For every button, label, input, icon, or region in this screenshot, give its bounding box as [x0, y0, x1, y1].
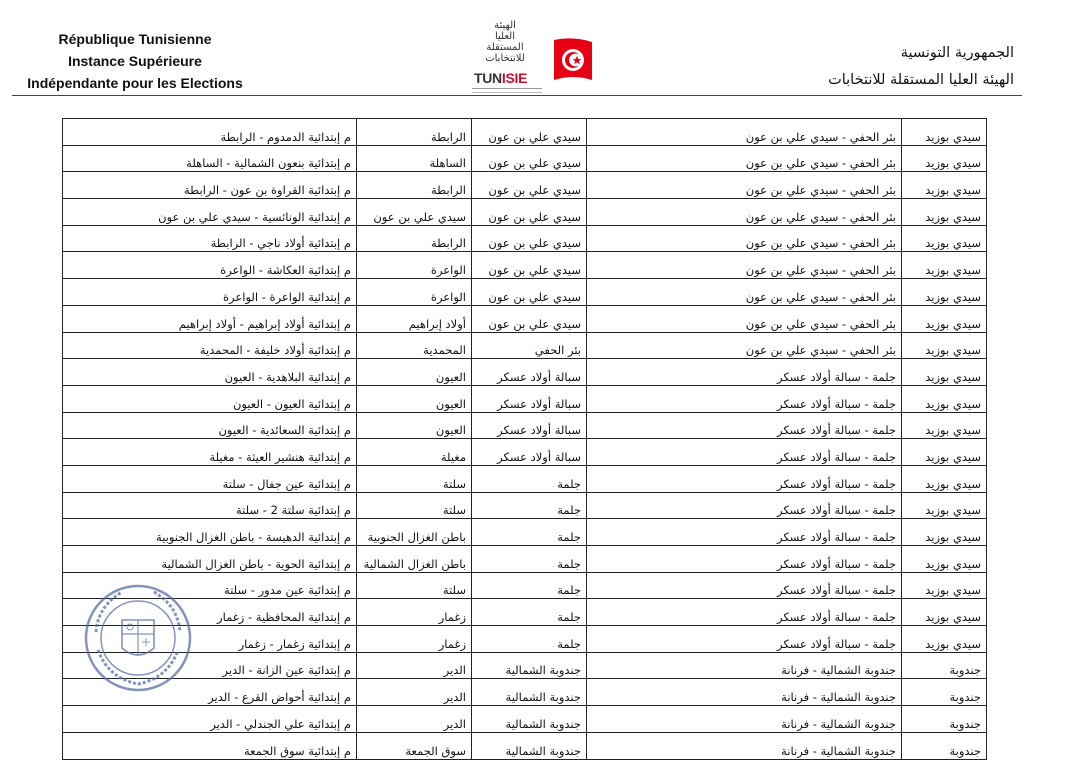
cell-sector: الرابطة	[357, 225, 472, 252]
cell-sector: المحمدية	[357, 332, 472, 359]
cell-constituency: بئر الحفي - سيدي علي بن عون	[587, 119, 902, 146]
cell-constituency: جندوبة الشمالية - فرنانة	[587, 679, 902, 706]
cell-constituency: جلمة - سبالة أولاد عسكر	[587, 385, 902, 412]
cell-sector: باطن الغزال الجنوبية	[357, 519, 472, 546]
cell-delegation: جلمة	[472, 519, 587, 546]
logo-arabic-text	[470, 20, 540, 64]
cell-delegation: سيدي علي بن عون	[472, 252, 587, 279]
cell-constituency: بئر الحفي - سيدي علي بن عون	[587, 145, 902, 172]
cell-governorate: سيدي بوزيد	[902, 252, 987, 279]
cell-governorate: سيدي بوزيد	[902, 465, 987, 492]
cell-governorate: سيدي بوزيد	[902, 626, 987, 653]
cell-sector: سوق الجمعة	[357, 732, 472, 759]
cell-constituency: جلمة - سبالة أولاد عسكر	[587, 492, 902, 519]
table-row	[63, 412, 987, 439]
cell-polling-station: م إبتدائية السعائدية - العيون	[63, 412, 357, 439]
cell-governorate: سيدي بوزيد	[902, 172, 987, 199]
cell-polling-station: م إبتدائية البلاهدية - العيون	[63, 359, 357, 386]
cell-delegation: سيدي علي بن عون	[472, 225, 587, 252]
french-header-line-3: Indépendante pour les Elections	[27, 75, 243, 91]
table-row	[63, 305, 987, 332]
arabic-header-line-1: الجمهورية التونسية	[900, 45, 1014, 61]
isie-logo	[468, 20, 598, 100]
cell-polling-station: م إبتدائية أولاد خليفة - المحمدية	[63, 332, 357, 359]
cell-governorate: جندوبة	[902, 652, 987, 679]
logo-brand-tun: TUN	[474, 70, 502, 86]
cell-polling-station: م إبتدائية عين الزانة - الدير	[63, 652, 357, 679]
official-stamp-icon	[82, 582, 194, 694]
cell-sector: الدير	[357, 652, 472, 679]
table-row	[63, 679, 987, 706]
cell-delegation: سبالة أولاد عسكر	[472, 439, 587, 466]
cell-polling-station: م إبتدائية الونائسية - سيدي علي بن عون	[63, 199, 357, 226]
cell-sector: الواعرة	[357, 279, 472, 306]
cell-governorate: سيدي بوزيد	[902, 145, 987, 172]
cell-polling-station: م إبتدائية علي الجندلي - الدير	[63, 706, 357, 733]
cell-polling-station: م إبتدائية عين مدور - سلتة	[63, 572, 357, 599]
cell-sector: الدير	[357, 706, 472, 733]
cell-polling-station: م إبتدائية أحواض القرع - الدير	[63, 679, 357, 706]
cell-governorate: سيدي بوزيد	[902, 225, 987, 252]
cell-delegation: جلمة	[472, 465, 587, 492]
cell-governorate: سيدي بوزيد	[902, 199, 987, 226]
table-row	[63, 145, 987, 172]
cell-polling-station: م إبتدائية سوق الجمعة	[63, 732, 357, 759]
table-row	[63, 492, 987, 519]
table-row	[63, 225, 987, 252]
cell-constituency: جلمة - سبالة أولاد عسكر	[587, 519, 902, 546]
cell-sector: سلتة	[357, 572, 472, 599]
table-row	[63, 439, 987, 466]
cell-governorate: سيدي بوزيد	[902, 519, 987, 546]
cell-polling-station: م إبتدائية المحافظية - زغمار	[63, 599, 357, 626]
cell-polling-station: م إبتدائية القراوة بن عون - الرابطة	[63, 172, 357, 199]
cell-sector: زغمار	[357, 626, 472, 653]
cell-governorate: جندوبة	[902, 732, 987, 759]
cell-sector: سيدي علي بن عون	[357, 199, 472, 226]
cell-delegation: جلمة	[472, 546, 587, 573]
cell-sector: باطن الغزال الشمالية	[357, 546, 472, 573]
cell-constituency: بئر الحفي - سيدي علي بن عون	[587, 305, 902, 332]
cell-constituency: جندوبة الشمالية - فرنانة	[587, 732, 902, 759]
cell-governorate: سيدي بوزيد	[902, 332, 987, 359]
table-row	[63, 706, 987, 733]
cell-constituency: جندوبة الشمالية - فرنانة	[587, 706, 902, 733]
polling-stations-table	[62, 118, 987, 760]
cell-constituency: بئر الحفي - سيدي علي بن عون	[587, 199, 902, 226]
cell-delegation: جلمة	[472, 599, 587, 626]
cell-governorate: سيدي بوزيد	[902, 599, 987, 626]
cell-sector: العيون	[357, 385, 472, 412]
cell-delegation: سبالة أولاد عسكر	[472, 359, 587, 386]
cell-sector: مغيلة	[357, 439, 472, 466]
cell-sector: الساهلة	[357, 145, 472, 172]
cell-delegation: جندوبة الشمالية	[472, 732, 587, 759]
cell-polling-station: م إبتدائية العكاشة - الواعرة	[63, 252, 357, 279]
cell-constituency: جلمة - سبالة أولاد عسكر	[587, 439, 902, 466]
cell-delegation: سيدي علي بن عون	[472, 279, 587, 306]
logo-brand	[474, 70, 527, 86]
cell-constituency: جلمة - سبالة أولاد عسكر	[587, 546, 902, 573]
cell-constituency: بئر الحفي - سيدي علي بن عون	[587, 252, 902, 279]
cell-polling-station: م إبتدائية الدهيسة - باطن الغزال الجنوبية	[63, 519, 357, 546]
cell-polling-station: م إبتدائية زغمار - زغمار	[63, 626, 357, 653]
header-divider	[12, 95, 1022, 96]
table-row	[63, 279, 987, 306]
cell-delegation: سبالة أولاد عسكر	[472, 385, 587, 412]
cell-constituency: بئر الحفي - سيدي علي بن عون	[587, 225, 902, 252]
cell-constituency: جلمة - سبالة أولاد عسكر	[587, 359, 902, 386]
cell-sector: العيون	[357, 412, 472, 439]
cell-sector: زغمار	[357, 599, 472, 626]
cell-constituency: بئر الحفي - سيدي علي بن عون	[587, 172, 902, 199]
cell-sector: الدير	[357, 679, 472, 706]
table-row	[63, 252, 987, 279]
cell-delegation: جندوبة الشمالية	[472, 652, 587, 679]
cell-delegation: سيدي علي بن عون	[472, 145, 587, 172]
cell-delegation: سيدي علي بن عون	[472, 199, 587, 226]
cell-sector: سلتة	[357, 465, 472, 492]
cell-delegation: جندوبة الشمالية	[472, 679, 587, 706]
cell-polling-station: م إبتدائية بنعون الشمالية - الساهلة	[63, 145, 357, 172]
cell-governorate: سيدي بوزيد	[902, 572, 987, 599]
cell-polling-station: م إبتدائية أولاد إبراهيم - أولاد إبراهيم	[63, 305, 357, 332]
table-row	[63, 465, 987, 492]
french-header-line-1: République Tunisienne	[58, 31, 212, 47]
table-row	[63, 332, 987, 359]
logo-arabic-line-3: المستقلة	[486, 42, 524, 53]
cell-delegation: جندوبة الشمالية	[472, 706, 587, 733]
cell-delegation: جلمة	[472, 492, 587, 519]
logo-brand-isie: ISIE	[501, 70, 528, 86]
cell-polling-station: م إبتدائية أولاد ناجي - الرابطة	[63, 225, 357, 252]
table-row	[63, 119, 987, 146]
cell-sector: الرابطة	[357, 119, 472, 146]
cell-constituency: جلمة - سبالة أولاد عسكر	[587, 626, 902, 653]
cell-delegation: بئر الحفي	[472, 332, 587, 359]
cell-delegation: جلمة	[472, 572, 587, 599]
table-row	[63, 599, 987, 626]
cell-polling-station: م إبتدائية العيون - العيون	[63, 385, 357, 412]
cell-polling-station: م إبتدائية الدمدوم - الرابطة	[63, 119, 357, 146]
cell-governorate: سيدي بوزيد	[902, 305, 987, 332]
cell-constituency: جلمة - سبالة أولاد عسكر	[587, 572, 902, 599]
logo-underline-2	[472, 92, 542, 93]
cell-governorate: سيدي بوزيد	[902, 439, 987, 466]
table-row	[63, 385, 987, 412]
logo-arabic-line-1: الهيئة	[494, 20, 516, 31]
cell-governorate: سيدي بوزيد	[902, 412, 987, 439]
cell-delegation: سيدي علي بن عون	[472, 119, 587, 146]
table-row	[63, 572, 987, 599]
logo-underline	[472, 88, 542, 89]
cell-sector: أولاد إبراهيم	[357, 305, 472, 332]
logo-arabic-line-4: للانتخابات	[485, 53, 525, 64]
cell-governorate: جندوبة	[902, 679, 987, 706]
cell-governorate: سيدي بوزيد	[902, 546, 987, 573]
arabic-header	[734, 40, 1014, 94]
french-header-line-2: Instance Supérieure	[68, 53, 202, 69]
cell-constituency: بئر الحفي - سيدي علي بن عون	[587, 332, 902, 359]
cell-constituency: جلمة - سبالة أولاد عسكر	[587, 412, 902, 439]
cell-governorate: سيدي بوزيد	[902, 492, 987, 519]
cell-governorate: سيدي بوزيد	[902, 119, 987, 146]
cell-governorate: جندوبة	[902, 706, 987, 733]
cell-polling-station: م إبتدائية عين جفال - سلتة	[63, 465, 357, 492]
table-row	[63, 172, 987, 199]
table-row	[63, 359, 987, 386]
cell-governorate: سيدي بوزيد	[902, 359, 987, 386]
table-body	[63, 119, 987, 760]
table-row	[63, 626, 987, 653]
table-row	[63, 546, 987, 573]
table-row	[63, 519, 987, 546]
table-row	[63, 652, 987, 679]
cell-governorate: سيدي بوزيد	[902, 279, 987, 306]
cell-delegation: سيدي علي بن عون	[472, 172, 587, 199]
cell-polling-station: م إبتدائية الواعرة - الواعرة	[63, 279, 357, 306]
cell-delegation: سبالة أولاد عسكر	[472, 412, 587, 439]
cell-constituency: جلمة - سبالة أولاد عسكر	[587, 465, 902, 492]
logo-arabic-line-2: العليا	[494, 31, 516, 42]
arabic-header-line-2: الهيئة العليا المستقلة للانتخابات	[828, 72, 1014, 88]
cell-sector: سلتة	[357, 492, 472, 519]
cell-sector: الواعرة	[357, 252, 472, 279]
cell-polling-station: م إبتدائية الحوية - باطن الغزال الشمالية	[63, 546, 357, 573]
cell-constituency: بئر الحفي - سيدي علي بن عون	[587, 279, 902, 306]
table-row	[63, 199, 987, 226]
cell-constituency: جلمة - سبالة أولاد عسكر	[587, 599, 902, 626]
table-row	[63, 732, 987, 759]
tunisian-flag-icon	[550, 34, 596, 86]
cell-sector: العيون	[357, 359, 472, 386]
cell-polling-station: م إبتدائية هنشير العيثة - مغيلة	[63, 439, 357, 466]
cell-delegation: سيدي علي بن عون	[472, 305, 587, 332]
french-header	[20, 28, 250, 94]
cell-delegation: جلمة	[472, 626, 587, 653]
cell-sector: الرابطة	[357, 172, 472, 199]
cell-governorate: سيدي بوزيد	[902, 385, 987, 412]
cell-constituency: جندوبة الشمالية - فرنانة	[587, 652, 902, 679]
cell-polling-station: م إبتدائية سلتة 2 - سلتة	[63, 492, 357, 519]
